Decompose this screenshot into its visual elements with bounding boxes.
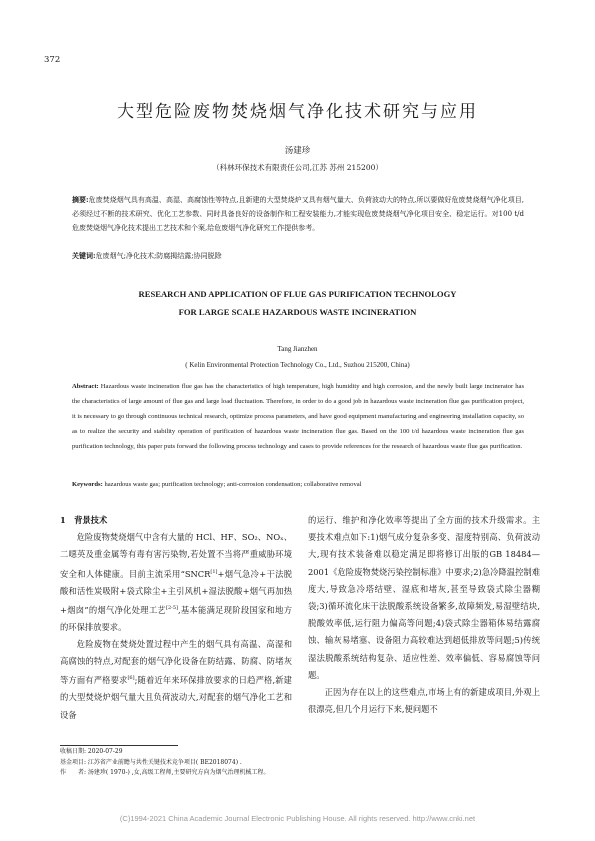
footnote-author: 作 者: 汤建珍( 1970-) ,女,高级工程师,主要研究方向为烟气治理机械工程。 bbox=[60, 769, 270, 776]
keywords-english-text: hazardous waste gas; purification technology; anti-corrosion condensation; collaborative removal bbox=[104, 481, 362, 488]
author-chinese: 汤建珍 bbox=[284, 146, 311, 156]
abstract-english bbox=[72, 379, 524, 454]
abstract-chinese-text: 危废焚烧烟气具有高温、高湿、高腐蚀性等特点,且新建的大型焚烧炉又具有烟气量大、负荷波动大的特点,所以要做好危废焚烧烟气净化项目,必须经过不断的技术研究、优化工艺参数、同时具备良好的设备制作和工程安装能力,才能实现危废焚烧烟气净化项目安全、稳定运行。对100 t/d危废焚烧烟气净化技术提出工艺技术和个案,给危废烟气净化研究工作提供参考。 bbox=[72, 196, 524, 232]
affiliation-chinese: （科林环保技术有限责任公司,江苏 苏州 215200） bbox=[212, 163, 383, 172]
title-chinese: 大型危险废物焚烧烟气净化技术研究与应用 bbox=[117, 102, 478, 122]
page-number: 372 bbox=[44, 55, 61, 65]
copyright-watermark: (C)1994-2021 China Academic Journal Electronic Publishing House. All rights reserved. http://www.cnki.net bbox=[119, 814, 476, 823]
footnotes bbox=[60, 747, 360, 779]
footnote-fund: 基金项目: 江苏省产业前瞻与共性关键技术竞争项目( BE2018074) . bbox=[60, 758, 242, 766]
section-heading: 1 背景技术 bbox=[60, 515, 108, 525]
author-english: Tang Jianzhen bbox=[277, 345, 318, 353]
abstract-english-label: Abstract: bbox=[72, 383, 99, 390]
body-column-left bbox=[60, 512, 292, 724]
footnote-rule bbox=[60, 745, 178, 746]
keywords-english-label: Keywords: bbox=[72, 481, 103, 488]
abstract-chinese bbox=[72, 193, 524, 235]
body-paragraph-3: 的运行、维护和净化效率等提出了全方面的技术升级需求。主要技术难点如下:1)烟气成分复杂多变、湿度特别高、负荷波动大,现有技术装备难以稳定满足即将修订出版的GB 18484—2001《危险废物焚烧污染控制标准》中要求;2)急冷降温控制难度大,导致急冷塔结壁、湿底和堵灰,甚至导致袋式除尘器糊袋;3)循环流化床干法脱酸系统设备繁多,故障频发,易湿壁结块,脱酸效率低,运行阻力偏高等问题;4)袋式除尘器箱体易结露腐蚀、输灰易堵塞、设备阻力高较难达到超低排放等问题;5)传统湿法脱酸系统结构复杂、适应性差、效率偏低、容易腐蚀等问题。 bbox=[308, 515, 540, 680]
footnote-received: 收稿日期: 2020-07-29 bbox=[60, 748, 123, 755]
title-english bbox=[0, 285, 595, 321]
body-paragraph-4: 正因为存在以上的这些难点,市场上有的新建成项目,外观上很漂亮,但几个月运行下来,便问题不 bbox=[308, 687, 540, 715]
body-column-right bbox=[308, 512, 540, 718]
citation-ref[interactable]: [1] bbox=[210, 568, 218, 575]
keywords-chinese bbox=[72, 251, 524, 261]
citation-ref[interactable]: [2-5] bbox=[166, 604, 178, 611]
title-english-line1: RESEARCH AND APPLICATION OF FLUE GAS PURIFICATION TECHNOLOGY bbox=[138, 289, 457, 299]
affiliation-english: ( Kelin Environmental Protection Technology Co., Ltd., Suzhou 215200, China) bbox=[185, 361, 410, 369]
body-paragraph-2: 危险废物在焚烧处置过程中产生的烟气具有高温、高湿和高腐蚀的特点,对配套的烟气净化设备在防结露、防腐、防堵灰等方面有严格要求[6];随着近年来环保排放要求的日趋严格,新建的大型焚烧炉烟气量大且负荷波动大,对配套的烟气净化工艺和设备 bbox=[60, 638, 292, 720]
citation-ref[interactable]: [6] bbox=[127, 675, 135, 682]
abstract-chinese-label: 摘要: bbox=[72, 195, 89, 204]
body-paragraph-1: 危险废物焚烧烟气中含有大量的 HCl、HF、SO₂、NOₓ、二噁英及重金属等有毒有害污染物,若处置不当将严重威胁环境安全和人体健康。目前主流采用“SNCR[1]+烟气急冷+干法脱酸和活性炭吸附+袋式除尘+主引风机+湿法脱酸+烟气再加热+烟囱”的烟气净化处理工艺[2-5],基本能满足现阶段国家和地方的环保排放要求。 bbox=[60, 532, 292, 632]
abstract-english-text: Hazardous waste incineration flue gas has the characteristics of high temperature, high humidity and high corrosion, and the newly built large incinerator has the characteristics of large amount of flue gas and large load fluctuation. Therefore, in order to do a good job in hazardous waste incineration flue gas purification project, it is necessary to go through continuous technical research, optimize process parameters, and have good equipment manufacturing and engineering installation capacity, so as to realize the security and stability operation of purification of hazardous waste incineration flue gas. Based on the 100 t/d hazardous waste incineration flue gas purification technology, this paper puts forward the following process technology and cases to provide references for the research of hazardous waste flue gas purification. bbox=[72, 383, 525, 450]
keywords-english bbox=[72, 481, 524, 488]
title-english-line2: FOR LARGE SCALE HAZARDOUS WASTE INCINERATION bbox=[178, 307, 417, 317]
keywords-chinese-text: 危废烟气;净化技术;防腐揭结露;协同脱除 bbox=[95, 252, 222, 260]
keywords-chinese-label: 关键词: bbox=[72, 251, 96, 260]
